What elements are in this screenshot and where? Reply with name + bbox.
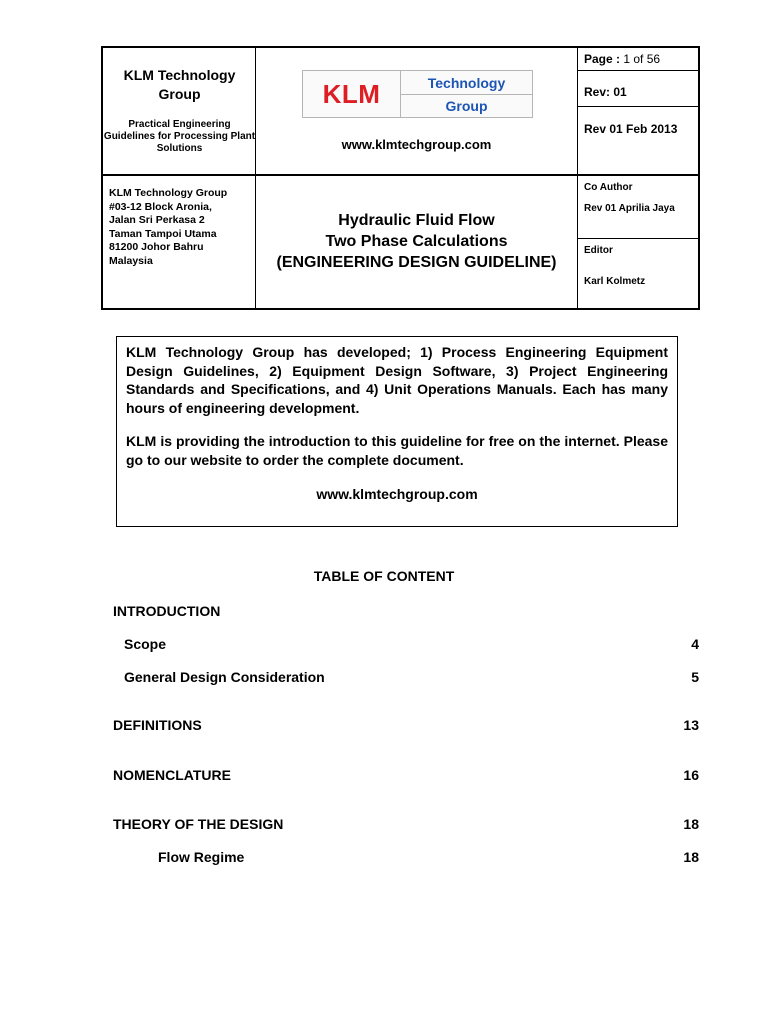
toc-entry-label: Flow Regime bbox=[158, 849, 245, 865]
toc-entry-label: Scope bbox=[124, 636, 167, 652]
title-line: Two Phase Calculations bbox=[325, 233, 508, 250]
company-name: KLM Technology Group bbox=[123, 67, 236, 102]
company-tagline: Practical Engineering Guidelines for Processing Plant Solutions bbox=[103, 119, 256, 154]
address-line: 81200 Johor Bahru bbox=[109, 241, 204, 254]
co-author-label: Co Author bbox=[584, 182, 633, 193]
address-line: #03-12 Block Aronia, bbox=[109, 200, 212, 213]
editor-name: Karl Kolmetz bbox=[584, 276, 646, 287]
toc-entry bbox=[113, 815, 699, 833]
company-address bbox=[109, 187, 227, 269]
toc-entry-label: THEORY OF THE DESIGN bbox=[113, 816, 284, 832]
title-line: (ENGINEERING DESIGN GUIDELINE) bbox=[276, 254, 557, 271]
page-number bbox=[584, 52, 660, 66]
notice-paragraph: KLM is providing the introduction to this guideline for free on the internet. Please go to our website to order the complete document. bbox=[126, 433, 668, 468]
header-divider bbox=[577, 238, 698, 239]
page-label: Page : bbox=[584, 52, 624, 66]
revision-date: Rev 01 Feb 2013 bbox=[584, 122, 678, 136]
header-divider bbox=[103, 174, 698, 176]
address-line: Jalan Sri Perkasa 2 bbox=[109, 214, 205, 227]
toc-entry-page: 5 bbox=[691, 669, 699, 685]
klm-logo bbox=[302, 70, 533, 118]
address-line: Taman Tampoi Utama bbox=[109, 227, 217, 240]
toc-entry-page: 18 bbox=[683, 849, 699, 865]
notice-paragraph: KLM Technology Group has developed; 1) Process Engineering Equipment Design Guidelines, 2) Equipment Design Software, 3) Project Engineering Standards and Specifications, and 4) Unit Operations Manuals. Each has many hours of engineering development. bbox=[126, 344, 668, 416]
toc-entry bbox=[113, 766, 699, 784]
toc-heading: TABLE OF CONTENT bbox=[313, 568, 455, 584]
toc-entry-label: NOMENCLATURE bbox=[113, 767, 231, 783]
toc-entry bbox=[113, 716, 699, 734]
document-title bbox=[256, 210, 577, 273]
toc-entry-page: 16 bbox=[683, 767, 699, 783]
header-website: www.klmtechgroup.com bbox=[341, 137, 492, 152]
toc-entry bbox=[113, 848, 699, 866]
toc-entry-page: 4 bbox=[691, 636, 699, 652]
logo-group-text: Group bbox=[445, 98, 488, 114]
notice-box bbox=[116, 336, 678, 527]
revision-label: Rev: 01 bbox=[584, 85, 627, 99]
toc-entry-label: DEFINITIONS bbox=[113, 717, 202, 733]
page-value: 1 of 56 bbox=[623, 52, 661, 66]
toc-entry bbox=[113, 602, 699, 620]
header-divider bbox=[577, 106, 698, 107]
toc-entry-label: General Design Consideration bbox=[124, 669, 325, 685]
address-line: KLM Technology Group bbox=[109, 187, 228, 199]
logo-klm-text: KLM bbox=[322, 78, 381, 109]
header-divider bbox=[577, 70, 698, 71]
header-divider bbox=[577, 48, 578, 308]
toc-entry bbox=[113, 668, 699, 686]
document-header bbox=[101, 46, 700, 310]
editor-label: Editor bbox=[584, 245, 613, 256]
notice-website: www.klmtechgroup.com bbox=[316, 486, 478, 502]
toc-entry-page: 18 bbox=[683, 816, 699, 832]
address-line: Malaysia bbox=[109, 254, 153, 267]
co-author-name: Rev 01 Aprilia Jaya bbox=[584, 203, 675, 214]
toc-entry-page: 13 bbox=[683, 717, 699, 733]
logo-technology-text: Technology bbox=[427, 75, 506, 91]
title-line: Hydraulic Fluid Flow bbox=[338, 212, 495, 229]
toc-entry-label: INTRODUCTION bbox=[113, 603, 221, 619]
toc-entry bbox=[113, 635, 699, 653]
